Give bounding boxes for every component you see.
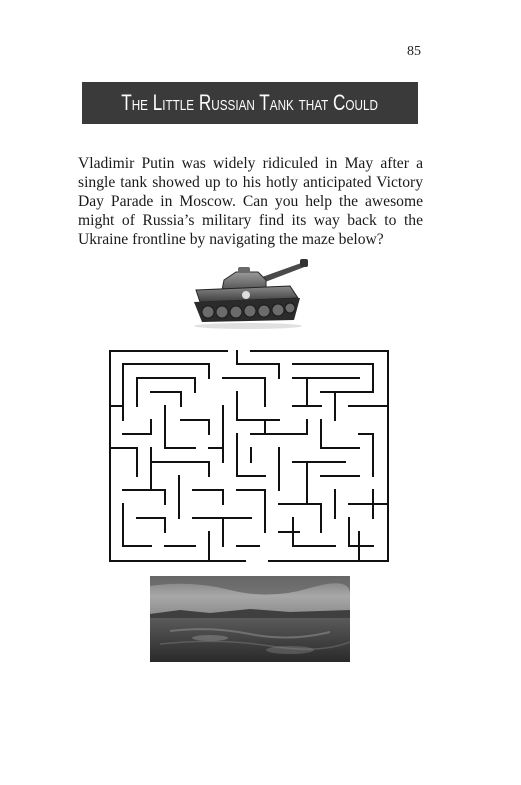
page-title: The Little Russian Tank that Could <box>121 90 379 115</box>
page-number: 85 <box>407 44 421 59</box>
page-title-banner <box>82 82 418 124</box>
maze-puzzle <box>109 350 389 562</box>
intro-paragraph: Vladimir Putin was widely ridiculed in May after a single tank showed up to his hotly anticipated Victory Day Parade in Moscow. Can you help the awesome might of Russia’s military find its way back to the Ukraine frontline by navigating the maze below? <box>78 155 423 248</box>
tank-icon <box>186 256 312 330</box>
muddy-field-photo <box>150 576 350 662</box>
